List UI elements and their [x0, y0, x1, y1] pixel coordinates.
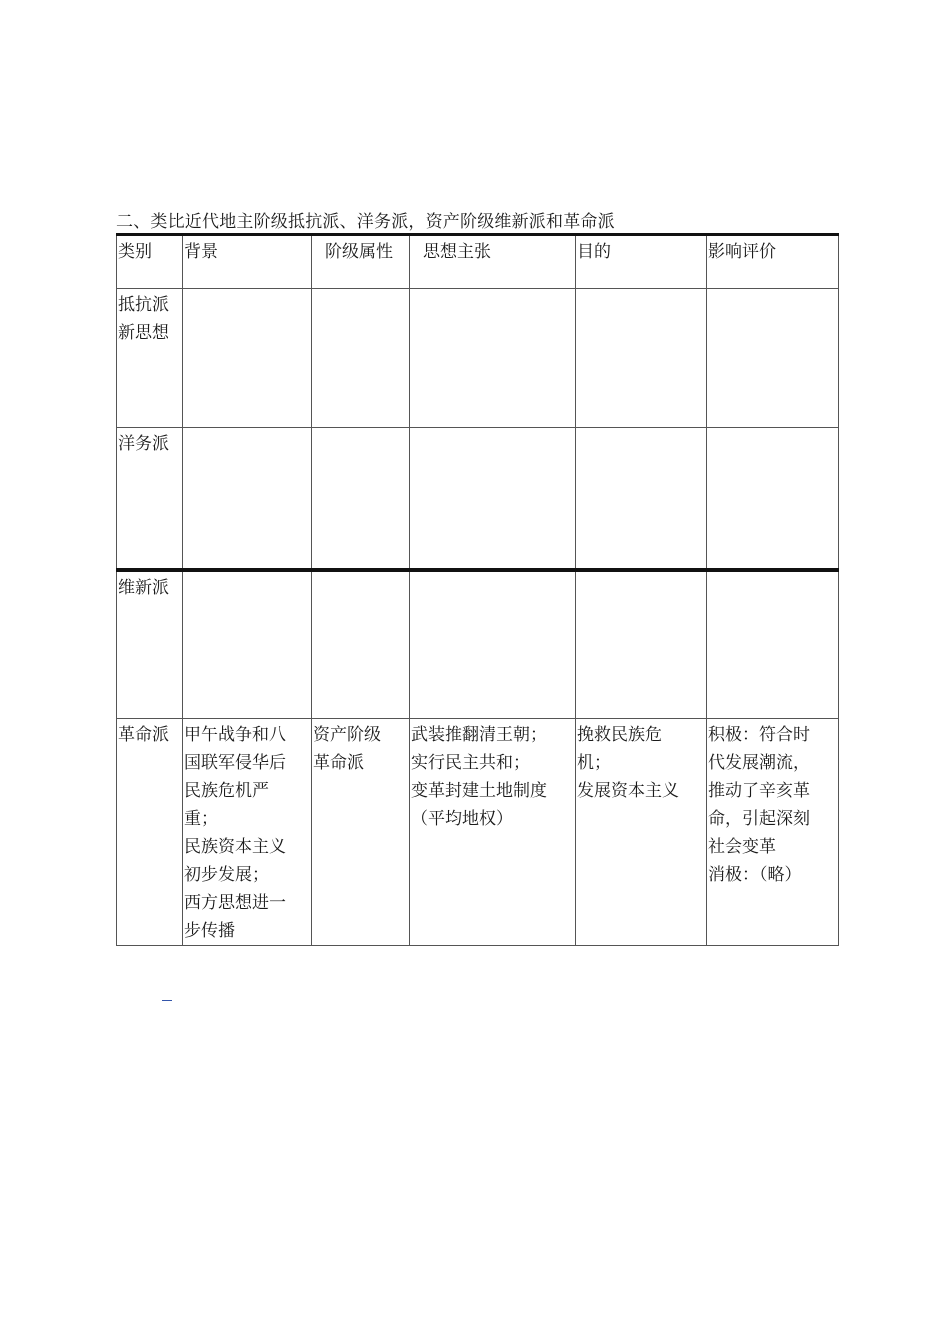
empty-cell	[576, 570, 707, 719]
row-category-westernization: 洋务派	[117, 428, 183, 571]
table-row	[117, 428, 839, 571]
page-title: 二、类比近代地主阶级抵抗派、洋务派，资产阶级维新派和革命派	[116, 212, 615, 232]
cell-ideas: 武装推翻清王朝； 实行民主共和； 变革封建土地制度 （平均地权）	[410, 719, 576, 946]
row-category-resistance: 抵抗派 新思想	[117, 289, 183, 428]
empty-cell	[312, 428, 410, 571]
empty-cell	[312, 289, 410, 428]
empty-cell	[576, 428, 707, 571]
empty-cell	[410, 289, 576, 428]
row-category-revolution: 革命派	[117, 719, 183, 946]
table-row	[117, 570, 839, 719]
table-row	[117, 289, 839, 428]
header-evaluation: 影响评价	[707, 235, 839, 289]
empty-cell	[183, 428, 312, 571]
empty-cell	[707, 570, 839, 719]
cell-background: 甲午战争和八 国联军侵华后 民族危机严 重； 民族资本主义 初步发展； 西方思想进一 步传播	[183, 719, 312, 946]
empty-cell	[312, 570, 410, 719]
header-category: 类别	[117, 235, 183, 289]
header-class: 阶级属性	[312, 235, 410, 289]
empty-cell	[410, 428, 576, 571]
cell-purpose: 挽救民族危 机； 发展资本主义	[576, 719, 707, 946]
table-header-row	[117, 235, 839, 289]
row-category-reform: 维新派	[117, 570, 183, 719]
table-row	[117, 719, 839, 946]
cell-evaluation: 积极：符合时 代发展潮流， 推动了辛亥革 命，引起深刻 社会变革 消极：（略）	[707, 719, 839, 946]
comparison-table	[116, 233, 839, 946]
empty-cell	[183, 289, 312, 428]
header-background: 背景	[183, 235, 312, 289]
empty-cell	[707, 428, 839, 571]
header-ideas: 思想主张	[410, 235, 576, 289]
empty-cell	[707, 289, 839, 428]
header-purpose: 目的	[576, 235, 707, 289]
empty-cell	[183, 570, 312, 719]
empty-cell	[410, 570, 576, 719]
stray-mark	[162, 1000, 172, 1001]
cell-class: 资产阶级 革命派	[312, 719, 410, 946]
empty-cell	[576, 289, 707, 428]
